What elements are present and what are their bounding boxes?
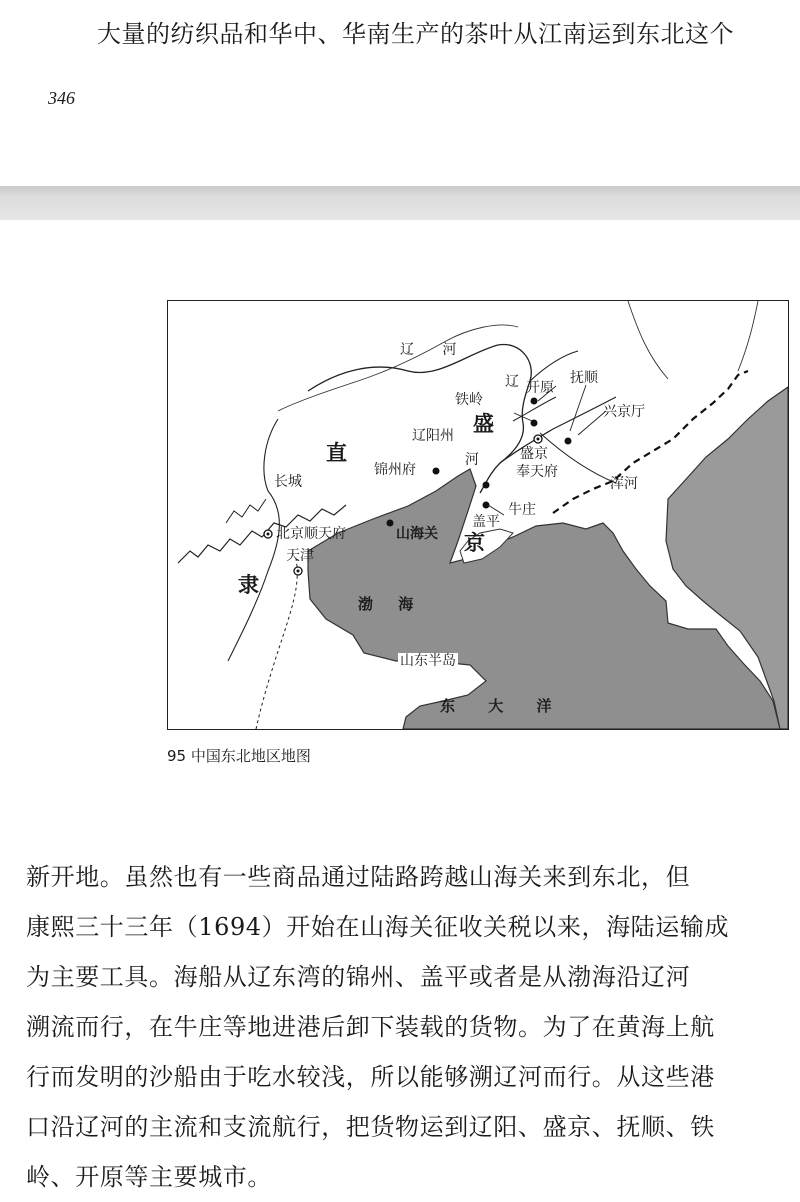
body-paragraph <box>26 852 746 1202</box>
map-label-he: 河 <box>465 452 479 468</box>
body-line: 溯流而行，在牛庄等地进港后卸下装载的货物。为了在黄海上航 <box>26 1013 715 1041</box>
map-label-sheng: 盛 <box>473 412 494 436</box>
map-label-bohai: 渤 海 <box>358 595 424 613</box>
body-line: 康熙三十三年（1694）开始在山海关征收关税以来，海陆运输成 <box>26 913 730 941</box>
page-break-divider <box>0 186 800 220</box>
map-label-jing: 京 <box>464 531 485 555</box>
map-label-changcheng: 长城 <box>274 474 302 490</box>
map-label-liaoyang: 辽阳州 <box>412 428 454 444</box>
body-line: 岭、开原等主要城市。 <box>26 1163 272 1191</box>
body-line: 行而发明的沙船由于吃水较浅，所以能够溯辽河而行。从这些港 <box>26 1063 715 1091</box>
map-label-dongdayang: 东 大 洋 <box>440 697 566 715</box>
body-line: 为主要工具。海船从辽东湾的锦州、盖平或者是从渤海沿辽河 <box>26 963 691 991</box>
map-label-hunhe: 浑河 <box>610 476 638 492</box>
map-label-zhi: 直 <box>326 441 347 465</box>
map-label-li: 隶 <box>238 573 259 597</box>
map-label-gaiping: 盖平 <box>472 514 500 530</box>
map-label-xingjingting: 兴京厅 <box>603 404 645 420</box>
map-label-fengtian: 奉天府 <box>516 464 558 480</box>
map-label-tianjin: 天津 <box>286 548 314 564</box>
map-label-shandong: 山东半岛 <box>400 653 456 669</box>
map-label-shengjing: 盛京 <box>520 446 548 462</box>
body-line: 口沿辽河的主流和支流航行，把货物运到辽阳、盛京、抚顺、铁 <box>26 1113 715 1141</box>
map-label-beijing: 北京顺天府 <box>276 526 346 542</box>
map-label-kaiyuan: 开原 <box>526 380 554 396</box>
map-label-shanhaiguan: 山海关 <box>396 526 438 542</box>
hun-river <box>500 397 616 463</box>
northeast-china-map <box>167 300 789 730</box>
map-label-tieling: 铁岭 <box>455 392 483 408</box>
map-label-liao-char: 辽 <box>505 374 519 390</box>
map-label-jinzhou: 锦州府 <box>374 462 416 478</box>
liao-river <box>308 344 531 493</box>
map-label-liao-river: 辽 河 <box>400 342 469 358</box>
body-line: 新开地。虽然也有一些商品通过陆路跨越山海关来到东北，但 <box>26 863 691 891</box>
page-number: 346 <box>48 88 75 108</box>
figure-caption: 95 中国东北地区地图 <box>167 747 311 765</box>
page-top-text-line: 大量的纺织品和华中、华南生产的茶叶从江南运到东北这个 <box>97 20 734 48</box>
map-label-niuzhuang: 牛庄 <box>508 502 536 518</box>
map-label-fushun: 抚顺 <box>570 370 598 386</box>
